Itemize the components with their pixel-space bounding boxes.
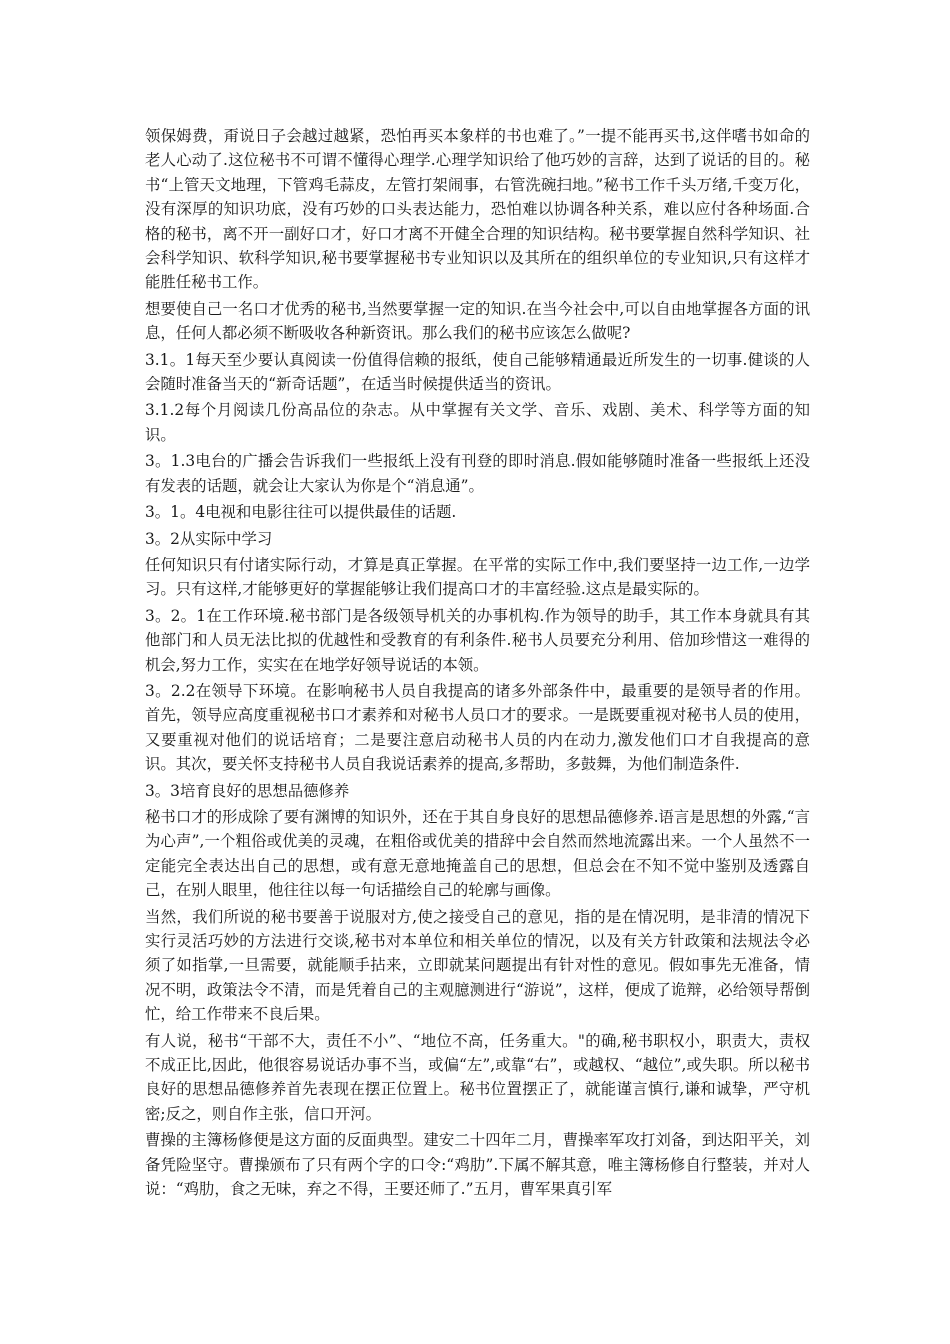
paragraph: 领保姆费，甭说日子会越过越紧，恐怕再买本象样的书也难了。”一提不能再买书,这伴嗜书如命的老人心动了.这位秘书不可谓不懂得心理学.心理学知识给了他巧妙的言辞，达到了说话的目的。秘书“上管天文地理，下管鸡毛蒜皮，左管打架闹事，右管洗碗扫地。”秘书工作千头万绪,千变万化，没有深厚的知识功底，没有巧妙的口头表达能力，恐怕难以协调各种关系，难以应付各种场面.合格的秘书，离不开一副好口才，好口才离不开健全合理的知识结构。秘书要掌握自然科学知识、社会科学知识、软科学知识,秘书要掌握秘书专业知识以及其所在的组织单位的专业知识,只有这样才能胜任秘书工作。 bbox=[145, 127, 810, 292]
paragraph: 3。2.2在领导下环境。在影响秘书人员自我提高的诸多外部条件中，最重要的是领导者的作用。首先，领导应高度重视秘书口才素养和对秘书人员口才的要求。一是既要重视对秘书人员的使用，又要重视对他们的说话培育；二是要注意启动秘书人员的内在动力,激发他们口才自我提高的意识。其次，要关怀支持秘书人员自我说话素养的提高,多帮助，多鼓舞，为他们制造条件. bbox=[145, 681, 810, 774]
paragraph: 3.1。1每天至少要认真阅读一份值得信赖的报纸，使自己能够精通最近所发生的一切事.健谈的人会随时准备当天的“新奇话题”，在适当时候提供适当的资讯。 bbox=[145, 350, 810, 394]
section-heading: 3。2从实际中学习 bbox=[145, 529, 273, 548]
paragraph: 曹操的主簿杨修便是这方面的反面典型。建安二十四年二月，曹操率军攻打刘备，到达阳平关，刘备凭险坚守。曹操颁布了只有两个字的口令:“鸡肋”.下属不解其意，唯主簿杨修自行整装，并对人说：“鸡肋，食之无味，弃之不得，王要还师了.”五月，曹军果真引军 bbox=[145, 1131, 810, 1199]
document-body bbox=[145, 124, 810, 1203]
section-heading: 3。3培育良好的思想品德修养 bbox=[145, 781, 350, 800]
paragraph: 有人说，秘书“干部不大，责任不小”、“地位不高，任务重大。"的确,秘书职权小，职责大，责权不成正比,因此，他很容易说话办事不当，或偏“左”,或靠“右”，或越权、“越位”,或失职。所以秘书良好的思想品德修养首先表现在摆正位置上。秘书位置摆正了，就能谨言慎行,谦和诚挚，严守机密;反之，则自作主张，信口开河。 bbox=[145, 1031, 810, 1123]
paragraph: 想要使自己一名口才优秀的秘书,当然要掌握一定的知识.在当今社会中,可以自由地掌握各方面的讯息，任何人都必须不断吸收各种新资讯。那么我们的秘书应该怎么做呢? bbox=[145, 299, 810, 343]
paragraph: 秘书口才的形成除了要有渊博的知识外，还在于其自身良好的思想品德修养.语言是思想的外露,“言为心声”,一个粗俗或优美的灵魂，在粗俗或优美的措辞中会自然而然地流露出来。一个人虽然不一定能完全表达出自己的思想，或有意无意地掩盖自己的思想，但总会在不知不觉中鉴别及透露自己，在别人眼里，他往往以每一句话描绘自己的轮廓与画像。 bbox=[145, 807, 810, 900]
paragraph: 3。2。1在工作环境.秘书部门是各级领导机关的办事机构.作为领导的助手，其工作本身就具有其他部门和人员无法比拟的优越性和受教育的有利条件.秘书人员要充分利用、倍加珍惜这一难得的机会,努力工作，实实在在地学好领导说话的本领。 bbox=[145, 606, 810, 674]
paragraph: 3。1.3电台的广播会告诉我们一些报纸上没有刊登的即时消息.假如能够随时准备一些报纸上还没有发表的话题，就会让大家认为你是个“消息通”。 bbox=[145, 452, 810, 495]
paragraph: 任何知识只有付诸实际行动，才算是真正掌握。在平常的实际工作中,我们要坚持一边工作,一边学习。只有这样,才能够更好的掌握能够让我们提高口才的丰富经验.这点是最实际的。 bbox=[145, 555, 810, 599]
paragraph: 3.1.2每个月阅读几份高品位的杂志。从中掌握有关文学、音乐、戏剧、美术、科学等方面的知识。 bbox=[145, 401, 810, 444]
paragraph: 当然，我们所说的秘书要善于说服对方,使之接受自己的意见，指的是在情况明，是非清的情况下实行灵活巧妙的方法进行交谈,秘书对本单位和相关单位的情况，以及有关方针政策和法规法令必须了如指掌,一旦需要，就能顺手拈来，立即就某问题提出有针对性的意见。假如事先无准备，情况不明，政策法令不清，而是凭着自己的主观臆测进行“游说”，这样，便成了诡辩，必给领导帮倒忙，给工作带来不良后果。 bbox=[145, 907, 810, 1024]
paragraph: 3。1。4电视和电影往往可以提供最佳的话题. bbox=[145, 503, 457, 522]
